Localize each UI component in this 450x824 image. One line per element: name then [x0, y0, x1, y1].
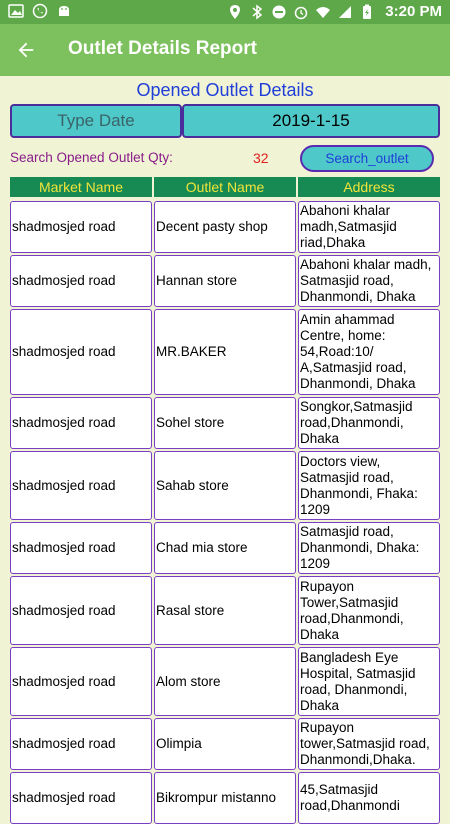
date-field[interactable]: 2019-1-15: [182, 104, 440, 138]
market-cell: shadmosjed road: [10, 255, 152, 307]
column-header-market: Market Name: [10, 177, 152, 197]
market-cell: shadmosjed road: [10, 451, 152, 520]
address-cell: Rupayon tower,Satmasjid road, Dhanmondi,Dhaka.: [298, 718, 440, 770]
table-row[interactable]: [10, 647, 440, 716]
table-row[interactable]: [10, 309, 440, 395]
outlet-cell: Sahab store: [154, 451, 296, 520]
column-header-outlet: Outlet Name: [154, 177, 296, 197]
search-outlet-button[interactable]: Search_outlet: [300, 145, 434, 172]
market-cell: shadmosjed road: [10, 309, 152, 395]
market-cell: shadmosjed road: [10, 576, 152, 645]
location-icon: [227, 4, 243, 20]
column-header-address: Address: [298, 177, 440, 197]
app-bar: [0, 24, 450, 76]
market-cell: shadmosjed road: [10, 397, 152, 449]
address-cell: Abahoni khalar madh, Satmasjid road, Dhanmondi, Dhaka: [298, 255, 440, 307]
outlet-cell: Olimpia: [154, 718, 296, 770]
table-row[interactable]: [10, 201, 440, 253]
market-cell: shadmosjed road: [10, 201, 152, 253]
market-cell: shadmosjed road: [10, 718, 152, 770]
address-cell: Abahoni khalar madh,Satmasjid riad,Dhaka: [298, 201, 440, 253]
signal-icon: [337, 4, 353, 20]
back-button[interactable]: [12, 36, 40, 64]
table-row[interactable]: [10, 522, 440, 574]
address-cell: Songkor,Satmasjid road,Dhanmondi, Dhaka: [298, 397, 440, 449]
address-cell: Doctors view, Satmasjid road, Dhanmondi, Fhaka: 1209: [298, 451, 440, 520]
market-cell: shadmosjed road: [10, 647, 152, 716]
arrow-back-icon: [15, 39, 37, 61]
dnd-icon: [271, 4, 287, 20]
status-bar: [0, 0, 450, 24]
outlet-cell: Decent pasty shop: [154, 201, 296, 253]
section-title: Opened Outlet Details: [136, 80, 314, 100]
outlet-cell: MR.BAKER: [154, 309, 296, 395]
address-cell: Bangladesh Eye Hospital, Satmasjid road, Dhanmondi, Dhaka: [298, 647, 440, 716]
outlet-cell: Chad mia store: [154, 522, 296, 574]
android-icon: [56, 3, 72, 19]
outlet-cell: Rasal store: [154, 576, 296, 645]
bluetooth-icon: [249, 4, 265, 20]
table-row[interactable]: [10, 772, 440, 824]
address-cell: Amin ahammad Centre, home: 54,Road:10/ A,Satmasjid road, Dhanmondi, Dhaka: [298, 309, 440, 395]
whatsapp-icon: [32, 3, 48, 19]
table-row[interactable]: [10, 451, 440, 520]
page-title: Outlet Details Report: [68, 38, 257, 59]
outlet-cell: Hannan store: [154, 255, 296, 307]
qty-value: 32: [253, 150, 269, 166]
outlet-cell: Alom store: [154, 647, 296, 716]
table-header: [10, 177, 440, 197]
status-time: 3:20 PM: [385, 3, 442, 20]
outlet-cell: Bikrompur mistanno: [154, 772, 296, 824]
gallery-icon: [8, 3, 24, 19]
address-cell: Satmasjid road, Dhanmondi, Dhaka: 1209: [298, 522, 440, 574]
outlet-table[interactable]: [10, 201, 440, 813]
address-cell: 45,Satmasjid road,Dhanmondi: [298, 772, 440, 824]
type-date-button[interactable]: Type Date: [10, 104, 182, 138]
table-row[interactable]: [10, 718, 440, 770]
qty-label: Search Opened Outlet Qty:: [10, 150, 173, 165]
address-cell: Rupayon Tower,Satmasjid road,Dhanmondi, Dhaka: [298, 576, 440, 645]
table-row[interactable]: [10, 397, 440, 449]
wifi-icon: [315, 4, 331, 20]
table-row[interactable]: [10, 255, 440, 307]
outlet-cell: Sohel store: [154, 397, 296, 449]
market-cell: shadmosjed road: [10, 522, 152, 574]
table-row[interactable]: [10, 576, 440, 645]
battery-icon: [359, 4, 375, 20]
alarm-icon: [293, 4, 309, 20]
market-cell: shadmosjed road: [10, 772, 152, 824]
